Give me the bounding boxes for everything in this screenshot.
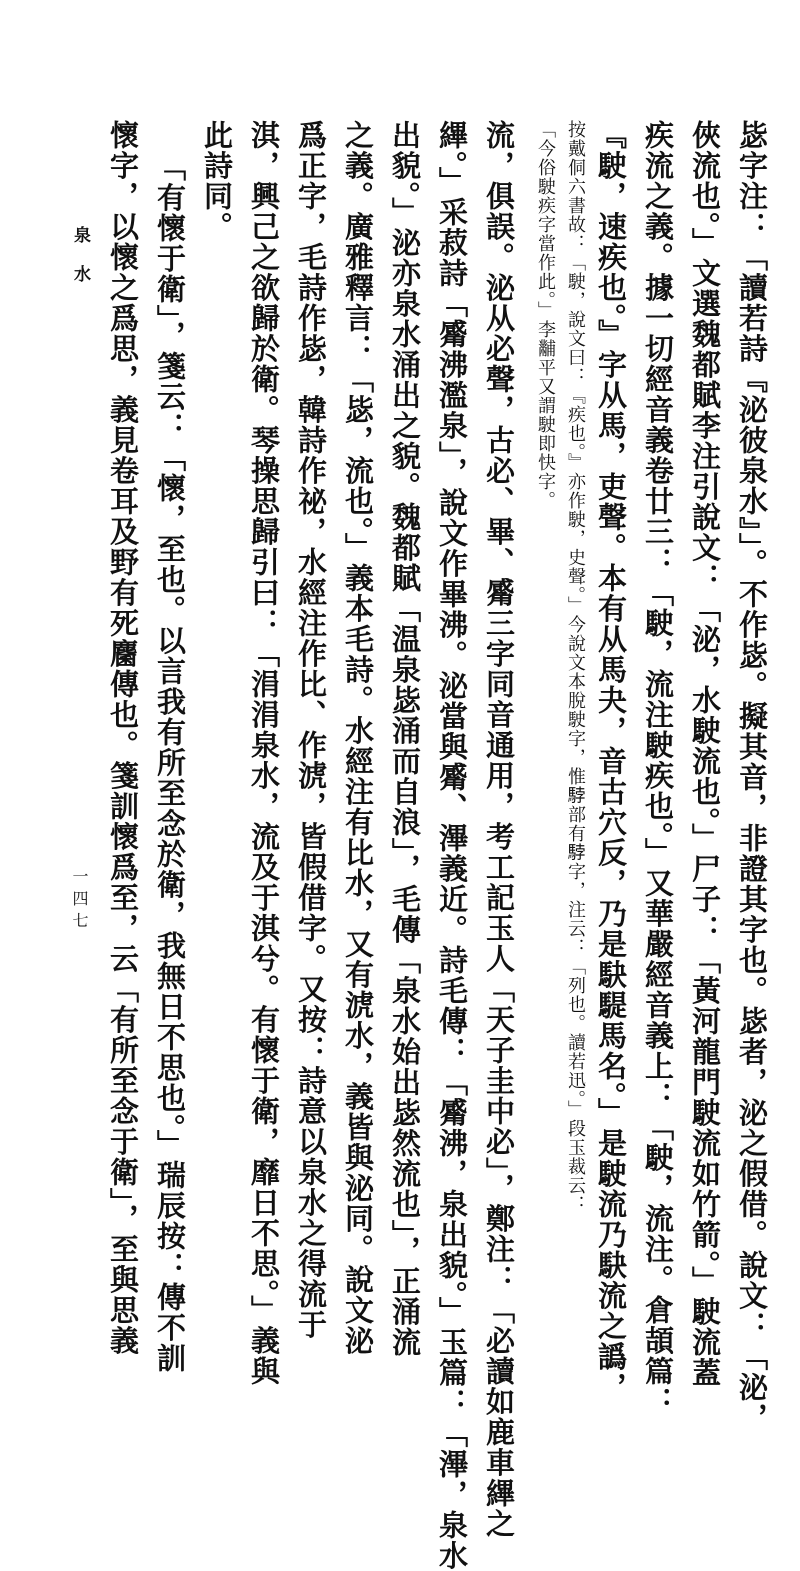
text-column-3: 疾流之義。據一切經音義卷廿三：「駛，流注駛疾也。」又華嚴經音義上：「駛，流注。倉頡篇： xyxy=(641,120,675,1417)
text-column-6: 縪。」采菽詩「觱沸濫泉」，說文作畢沸。泌當與觱、滭義近。詩毛傳：「觱沸，泉出貌。」玉篇：「滭，泉水 xyxy=(435,120,469,1571)
text-column-4: 『駛，速疾也。』字从馬，吏聲。本有从馬夬，音古穴反，乃是駃騠馬名。」是駛流乃駃流之譌， xyxy=(594,120,628,1403)
running-head: 泉水 xyxy=(70,226,90,304)
text-column-9: 爲正字，毛詩作毖，韓詩作祕，水經注作比、作淲，皆假借字。又按：詩意以泉水之得流于 xyxy=(294,120,328,1340)
text-column-5: 流，俱誤。泌从必聲，古必、畢、觱三字同音通用，考工記玉人「天子圭中必」，鄭注：「必讀如鹿車縪之 xyxy=(482,120,516,1539)
note-column-2: 「今俗駛疾字當作此。」李黼平又謂駛即快字。 xyxy=(535,120,556,510)
text-column-13: 懷字，以懷之爲思，義見卷耳及野有死麕傳也。箋訓懷爲至，云「有所至念于衛」，至與思義 xyxy=(106,120,140,1356)
note-column-1: 按戴侗六書故：「駛，說文曰：『疾也。』亦作駛，史聲。」今說文本脫駛字，惟𩣡部有𩣡字，注云：「列也。讀若迅。」段玉裁云： xyxy=(565,120,586,1214)
text-column-10: 淇，興己之欲歸於衛。琴操思歸引曰：「涓涓泉水，流及于淇兮。有懷于衛，靡日不思。」義與 xyxy=(247,120,281,1387)
text-column-1: 毖字注：「讀若詩『泌彼泉水』」。不作毖。擬其音，非證其字也。毖者，泌之假借。說文：「泌， xyxy=(735,120,769,1433)
text-column-8: 之義。廣雅釋言：「毖，流也。」義本毛詩。水經注有比水，又有淲水，義皆與泌同。說文泌 xyxy=(341,120,375,1356)
text-column-2: 俠流也。」文選魏都賦李注引說文：「泌，水駛流也。」尸子：「黃河龍門駛流如竹箭。」駛流蓋 xyxy=(688,120,722,1388)
text-column-12: 「有懷于衛」，箋云：「懷，至也。以言我有所至念於衛，我無日不思也。」瑞辰按：傳不訓 xyxy=(153,152,187,1374)
text-column-7: 出貌。」泌亦泉水涌出之貌。魏都賦「温泉毖涌而自浪」，毛傳「泉水始出毖然流也」，正涌流 xyxy=(388,120,422,1358)
text-column-11: 此詩同。 xyxy=(200,120,234,242)
page-number: 一四七 xyxy=(70,868,89,934)
